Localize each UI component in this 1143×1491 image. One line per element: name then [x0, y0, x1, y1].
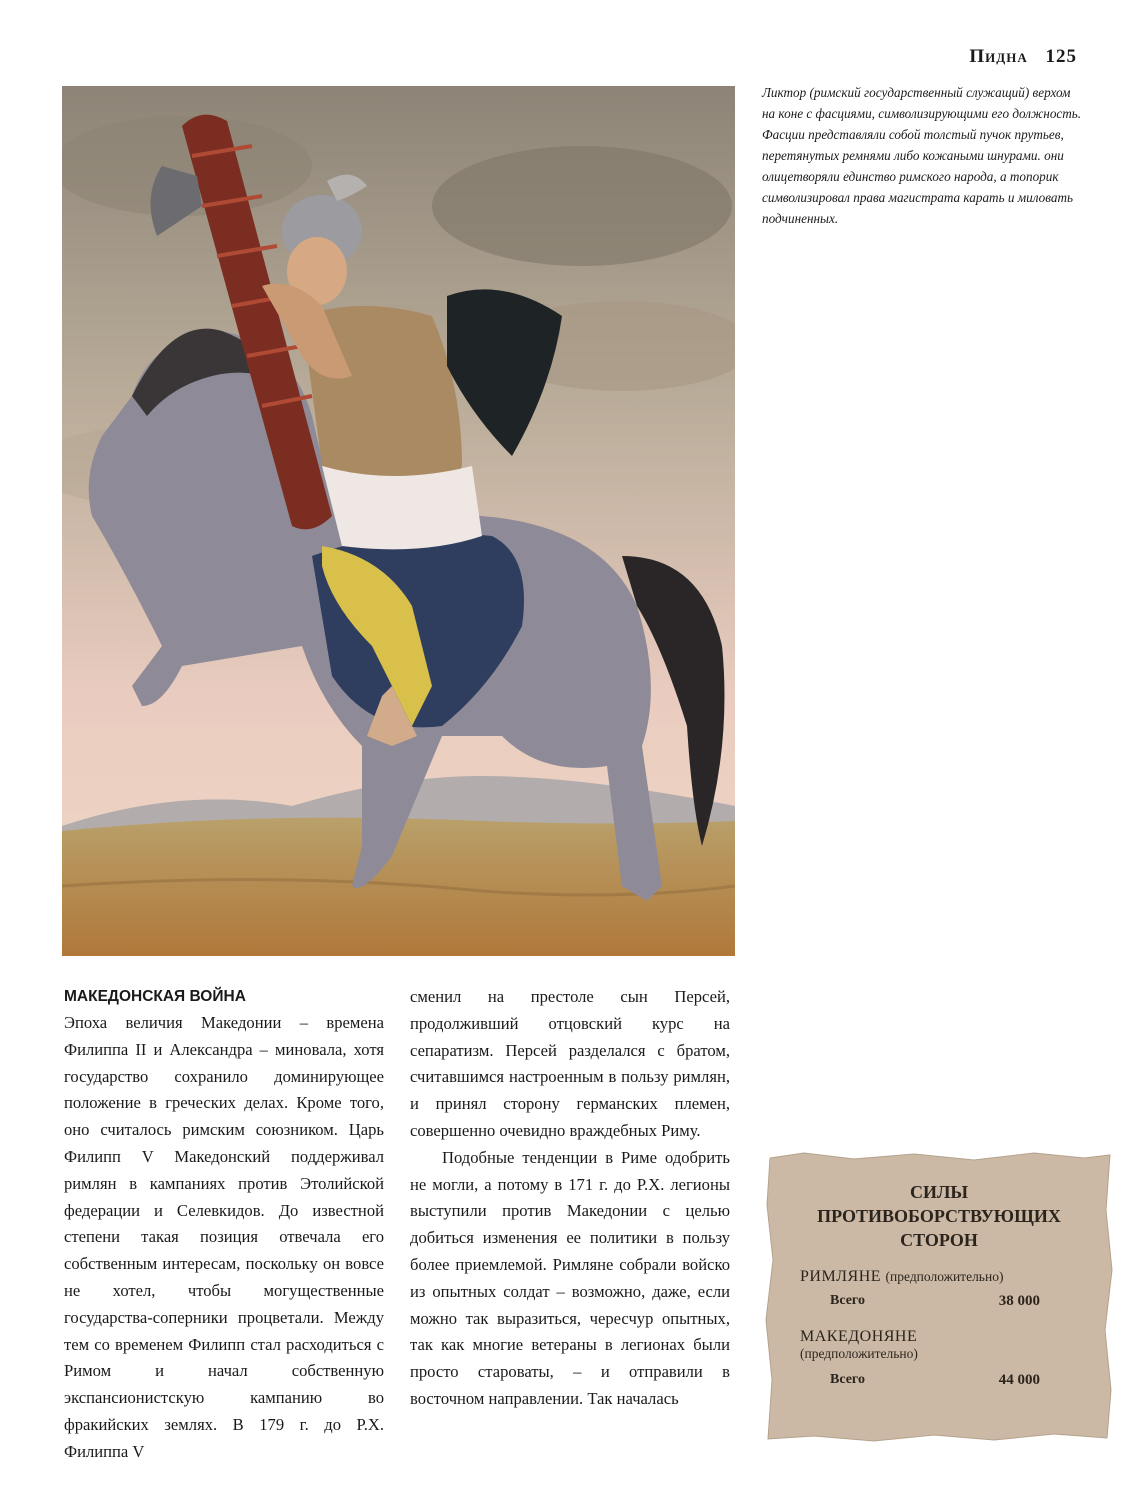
paragraph: Подобные тенденции в Риме одобрить не могли, а потому в 171 г. до Р.Х. легионы выступили против Македонии с целью добиться изменения ее политики в пользу более приемлемой. Римляне собрали войско из опытных солдат – возможно, даже, если можно так выразиться, чересчур опытных, так как многие ветераны в легионах были просто староваты, – и отправили в восточном направлении. Так началась [410, 1147, 730, 1408]
romans-name: РИМЛЯНЕ [800, 1268, 882, 1285]
text-column-1 [64, 984, 384, 1466]
paragraph: Эпоха величия Македонии – времена Филиппа II и Александра – миновала, хотя государство сохранило доминирующее положение в греческих делах. Кроме того, оно считалось римским союзником. Царь Филипп V Македонский поддерживал римлян в кампаниях против Этолийской федерации и Селевкидов. До известной степени такая позиция отвечала его собственным интересам, поскольку он вовсе не хотел, чтобы могущественные государства-соперники процветали. Между тем со временем Филипп стал расходиться с Римом и начал собственную экспансионистскую кампанию во фракийских землях. В 179 г. до Р.Х. Филиппа V [64, 1013, 384, 1461]
text-column-2 [410, 984, 730, 1413]
romans-total-row [830, 1293, 1040, 1310]
sidebar-title [764, 1180, 1114, 1252]
macedonians-total: 44 000 [998, 1372, 1040, 1388]
total-label: Всего [830, 1293, 865, 1308]
section-heading: МАКЕДОНСКАЯ ВОЙНА [64, 988, 246, 1005]
lictor-illustration [62, 86, 735, 956]
running-head [969, 46, 1077, 68]
forces-sidebar [764, 1150, 1114, 1442]
sidebar-title-line: СИЛЫ [909, 1182, 969, 1202]
romans-note: (предположительно) [885, 1269, 1004, 1284]
illustration-caption: Ликтор (римский государственный служащий) верхом на коне с фасциями, символизирующими его должность. Фасции представляли собой толстый пучок прутьев, перетянутых ремнями либо кожаными шнурами. они олицетворяли единство римского народа, а топорик символизировал права магистрата карать и миловать подчиненных. [762, 85, 1082, 226]
macedonians-total-row [830, 1372, 1040, 1389]
macedonians-name: МАКЕДОНЯНЕ [800, 1328, 918, 1345]
macedonians-label [800, 1328, 918, 1362]
macedonians-note: (предположительно) [800, 1346, 918, 1361]
romans-total: 38 000 [998, 1293, 1040, 1309]
romans-label [800, 1268, 1003, 1286]
total-label: Всего [830, 1372, 865, 1387]
page-number: 125 [1045, 46, 1077, 67]
sidebar-title-line: ПРОТИВОБОРСТВУЮЩИХ [817, 1206, 1061, 1226]
chapter-title: Пидна [969, 46, 1028, 67]
sidebar-title-line: СТОРОН [900, 1230, 978, 1250]
paragraph: сменил на престоле сын Персей, продолживший отцовский курс на сепаратизм. Персей разделался с братом, считавшимся настроенным в пользу римлян, и принял сторону германских племен, совершенно очевидно враждебных Риму. [410, 987, 730, 1140]
